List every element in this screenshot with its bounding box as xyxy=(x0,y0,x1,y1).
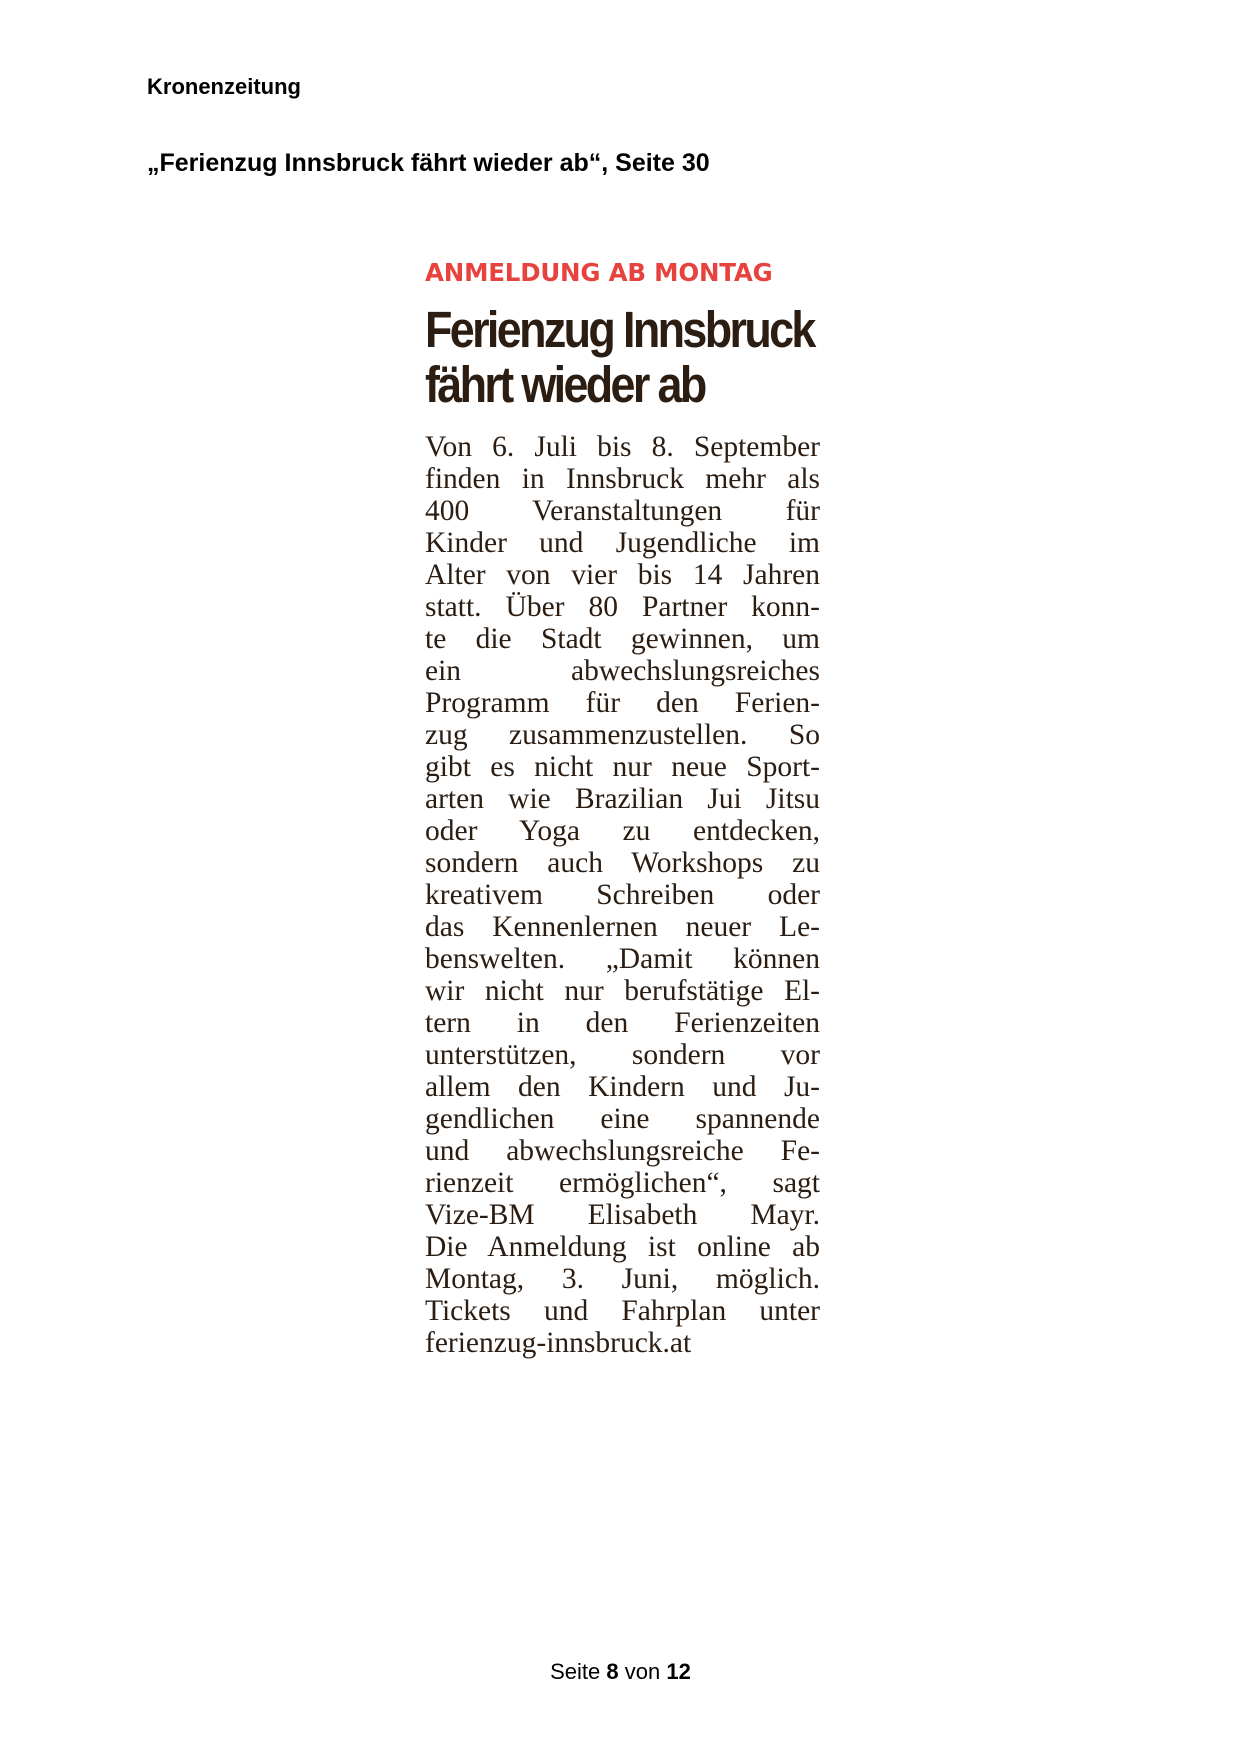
footer-prefix: Seite xyxy=(550,1659,601,1684)
headline-line: Ferienzug Innsbruck xyxy=(425,301,814,358)
article-body-line: Die Anmeldung ist online ab xyxy=(425,1231,820,1263)
article-kicker: ANMELDUNG AB MONTAG xyxy=(425,258,773,287)
article-body-line: gendlichen eine spannende xyxy=(425,1103,820,1135)
article-body-line: Von 6. Juli bis 8. September xyxy=(425,431,820,463)
article-body-line: Kinder und Jugendliche im xyxy=(425,527,820,559)
article-body-line: arten wie Brazilian Jui Jitsu xyxy=(425,783,820,815)
page-footer xyxy=(0,1659,1241,1685)
article-body-line: te die Stadt gewinnen, um xyxy=(425,623,820,655)
article-body-line: oder Yoga zu entdecken, xyxy=(425,815,820,847)
article-body xyxy=(425,431,820,1359)
article-body-line: 400 Veranstaltungen für xyxy=(425,495,820,527)
article-headline xyxy=(425,302,821,412)
article-body-line: kreativem Schreiben oder xyxy=(425,879,820,911)
article-body-line: rienzeit ermöglichen“, sagt xyxy=(425,1167,820,1199)
article-body-line: zug zusammenzustellen. So xyxy=(425,719,820,751)
document-title: „Ferienzug Innsbruck fährt wieder ab“, Seite 30 xyxy=(147,149,710,177)
article-body-line: das Kennenlernen neuer Le- xyxy=(425,911,820,943)
article-body-line: statt. Über 80 Partner konn- xyxy=(425,591,820,623)
article-body-line: Tickets und Fahrplan unter xyxy=(425,1295,820,1327)
footer-middle: von xyxy=(624,1659,661,1684)
article-body-line: Vize-BM Elisabeth Mayr. xyxy=(425,1199,820,1231)
article-body-line: wir nicht nur berufstätige El- xyxy=(425,975,820,1007)
footer-page-total: 12 xyxy=(666,1659,691,1684)
article-body-line: finden in Innsbruck mehr als xyxy=(425,463,820,495)
footer-page-number: 8 xyxy=(606,1659,619,1684)
article-body-line: sondern auch Workshops zu xyxy=(425,847,820,879)
article-body-line: tern in den Ferienzeiten xyxy=(425,1007,820,1039)
article-body-line: Programm für den Ferien- xyxy=(425,687,820,719)
article-body-line: und abwechslungsreiche Fe- xyxy=(425,1135,820,1167)
article-body-line: Montag, 3. Juni, möglich. xyxy=(425,1263,820,1295)
headline-line: fährt wieder ab xyxy=(425,356,705,413)
article-body-line: gibt es nicht nur neue Sport- xyxy=(425,751,820,783)
article-body-line: Alter von vier bis 14 Jahren xyxy=(425,559,820,591)
newspaper-clipping xyxy=(425,256,820,1366)
article-body-line: ferienzug-innsbruck.at xyxy=(425,1327,692,1359)
article-body-line: benswelten. „Damit können xyxy=(425,943,820,975)
article-body-line: unterstützen, sondern vor xyxy=(425,1039,820,1071)
article-body-line: ein abwechslungsreiches xyxy=(425,655,820,687)
source-label: Kronenzeitung xyxy=(147,74,301,99)
article-body-line: allem den Kindern und Ju- xyxy=(425,1071,820,1103)
